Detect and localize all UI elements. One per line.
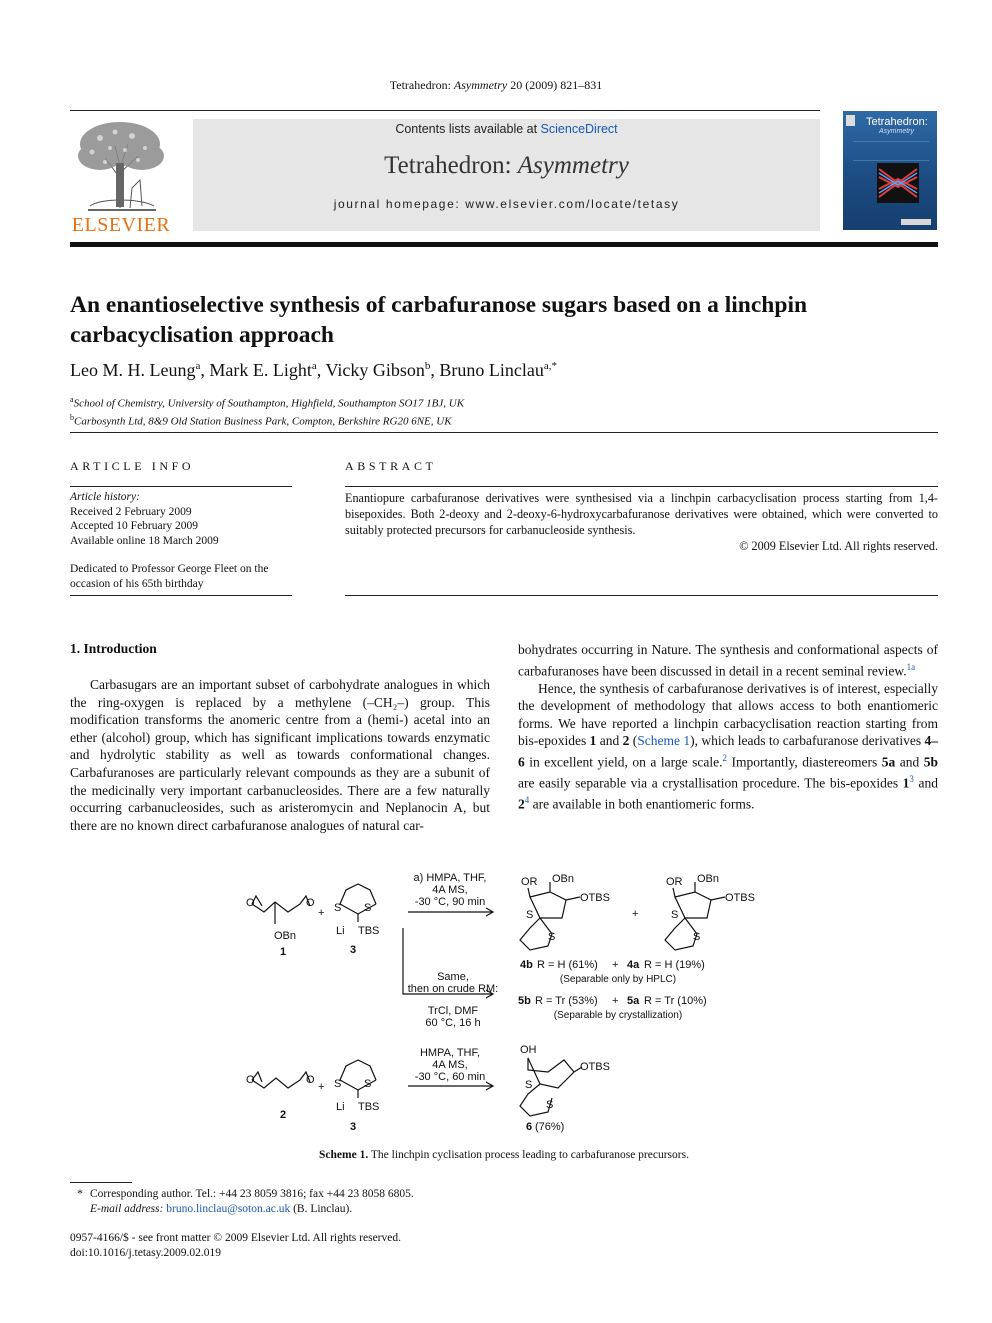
sulfur-label: S	[693, 931, 701, 943]
sulfur-label: S	[671, 909, 679, 921]
cmpd-ref: 1	[902, 775, 910, 791]
scheme-1-figure	[230, 862, 790, 1147]
cmpd-ref: 5b	[923, 754, 938, 770]
doi-line[interactable]: doi:10.1016/j.tetasy.2009.02.019	[70, 1246, 221, 1259]
epoxide-o-label: O	[306, 1074, 315, 1086]
plus-sign: +	[318, 1081, 325, 1093]
sulfur-label: S	[548, 931, 556, 943]
journal-title-italic: Asymmetry	[517, 152, 629, 179]
ref-link[interactable]: 3	[909, 774, 914, 785]
or-label: OR	[666, 876, 683, 888]
para-text: are available in both enantiomeric forms.	[529, 796, 755, 812]
para-text: in excellent yield, on a large scale.	[524, 754, 723, 770]
para-text: Hence, the synthesis of carbafuranose derivatives is of interest, especially the development of methodology that allows access to both enantiomeric forms. We have reported a linchpin carbacyclisation reaction starting from bis-epoxides	[518, 680, 938, 749]
sulfur-label: S	[525, 1079, 533, 1091]
citation-journal: Tetrahedron:	[389, 78, 454, 92]
affil-text: School of Chemistry, University of Southampton, Highfield, Southampton SO17 1BJ, UK	[73, 397, 465, 410]
yield-5b: R = Tr (53%)	[535, 995, 598, 1007]
compound-3-label: 3	[350, 1121, 357, 1133]
sulfur-label: S	[334, 1078, 342, 1090]
affil-sup: b	[70, 413, 74, 423]
front-matter	[70, 1231, 770, 1260]
history-label: Article history:	[70, 491, 140, 503]
masthead-box	[193, 119, 820, 231]
para-text: and	[895, 754, 924, 770]
epoxide-o-label: O	[246, 1074, 255, 1086]
condition-c-line3: -30 °C, 60 min	[414, 1071, 486, 1083]
cover-subtitle: Asymmetry	[879, 128, 914, 135]
ref-link[interactable]: 1a	[906, 661, 916, 672]
contents-line	[193, 122, 820, 136]
otbs-label: OTBS	[580, 1061, 610, 1073]
author-affil-sup: b	[424, 360, 431, 372]
corresponding-author-note: * Corresponding author. Tel.: +44 23 8059 3816; fax +44 23 8058 6805. E-mail address: bruno.linclau@soton.ac.uk (B. Linclau).	[77, 1188, 414, 1215]
para-text: bohydrates occurring in Nature. The synthesis and conformational aspects of carbafuranoses have been discussed in detail in a recent seminal review.	[518, 642, 938, 679]
sciencedirect-link[interactable]: ScienceDirect	[540, 122, 618, 136]
tbs-label: TBS	[358, 1101, 380, 1113]
compound-1-label: 1	[280, 946, 287, 958]
oh-label: OH	[520, 1044, 537, 1056]
caption-text: The linchpin cyclisation process leading to carbafuranose precursors.	[370, 1149, 689, 1161]
obn-label: OBn	[697, 873, 720, 885]
author-name[interactable]: Bruno Linclau	[439, 360, 544, 380]
author-list: Leo M. H. Leung$^a$, Mark E. Light$^a$, Vicky Gibson$^b$, Bruno Linclau$^{a,*}$	[70, 360, 557, 380]
article-title: An enantioselective synthesis of carbafuranose sugars based on a linchpin carbacyclisation approach	[70, 292, 808, 348]
condition-c-line2: 4A MS,	[432, 1059, 468, 1071]
separation-note-hplc: (Separable only by HPLC)	[559, 974, 677, 985]
yield-4a: R = H (19%)	[644, 959, 705, 971]
author-name[interactable]: Vicky Gibson	[325, 360, 425, 380]
obn-label: OBn	[274, 930, 297, 942]
journal-title-plain: Tetrahedron:	[384, 152, 518, 179]
affiliation-b	[70, 411, 464, 429]
intro-right-para2	[518, 680, 938, 814]
author-affil-sup: a	[311, 360, 317, 372]
scheme-caption	[0, 1149, 992, 1161]
cmpd-ref: 2	[622, 733, 630, 749]
para-text: and	[596, 733, 623, 749]
online-date: Available online 18 March 2009	[70, 534, 219, 547]
plus-sign: +	[612, 959, 619, 971]
yield-5a: R = Tr (10%)	[644, 995, 707, 1007]
condition-a-line1: a) HMPA, THF,	[413, 872, 487, 884]
condition-b-line3: TrCl, DMF	[427, 1005, 479, 1017]
ref-link[interactable]: 4	[524, 795, 530, 806]
contents-prefix: Contents lists available at	[395, 122, 541, 136]
ref-link[interactable]: 2	[722, 753, 727, 764]
condition-c-line1: HMPA, THF,	[419, 1047, 481, 1059]
received-date: Received 2 February 2009	[70, 505, 192, 518]
yield-6: (76%)	[535, 1121, 565, 1133]
condition-b-line2: then on crude RM:	[407, 983, 499, 995]
plus-sign: +	[318, 907, 325, 919]
email-suffix: (B. Linclau).	[293, 1202, 353, 1215]
li-label: Li	[336, 925, 345, 937]
cover-title: Tetrahedron:	[866, 116, 928, 128]
cmpd-ref: 2	[518, 796, 525, 812]
publisher-name: ELSEVIER	[71, 214, 171, 236]
intro-right-para1	[518, 641, 938, 680]
cmpd-ref: 4–6	[518, 733, 938, 770]
compound-3-label: 3	[350, 944, 357, 956]
cover-badge-icon	[846, 115, 855, 126]
journal-citation	[0, 78, 992, 93]
otbs-label: OTBS	[725, 892, 755, 904]
para-text: Importantly, diastereomers	[726, 754, 882, 770]
email-link[interactable]: bruno.linclau@soton.ac.uk	[166, 1202, 291, 1215]
journal-title	[193, 152, 820, 180]
sulfur-label: S	[334, 902, 342, 914]
para-text: and	[913, 775, 938, 791]
intro-left-paragraph: Carbasugars are an important subset of carbohydrate analogues in which the ring-oxygen is replaced by a methylene (–CH₂–) group. This modification transforms the anomeric centre from a (hemi-) acetal into an ether (alcohol) group, which has significant implications towards enzymatic and hydrolytic stability as well as towards conformational changes. Carbafuranoses are particularly relevant compounds as they are a subunit of the medicinally very important carbanucleosides. There are a few naturally occurring carbanucleosides, such as aristeromycin and Neplanocin A, but there are no known direct carbafuranose analogues of natural car-	[70, 677, 490, 833]
article-history	[70, 490, 295, 548]
para-text: ), which leads to carbafuranose derivatives	[690, 733, 925, 749]
journal-homepage[interactable]: journal homepage: www.elsevier.com/locate/tetasy	[333, 197, 680, 211]
plus-sign: +	[632, 908, 639, 920]
abstract-copyright: © 2009 Elsevier Ltd. All rights reserved.	[739, 539, 938, 553]
para-text: (	[629, 733, 638, 749]
cmpd-ref: 1	[589, 733, 597, 749]
issn-line: 0957-4166/$ - see front matter © 2009 Elsevier Ltd. All rights reserved.	[70, 1232, 401, 1244]
elsevier-tree-icon	[70, 118, 172, 214]
affiliation-a	[70, 393, 464, 411]
affiliations	[70, 393, 464, 429]
author-affil-sup: a,*	[543, 360, 557, 372]
article-info-heading: ARTICLE INFO	[70, 459, 195, 473]
compound-5a-label: 5a	[627, 995, 640, 1007]
compound-6-label: 6	[526, 1121, 533, 1133]
plus-sign: +	[612, 995, 619, 1007]
section-heading: 1. Introduction	[70, 641, 157, 656]
email-label: E-mail address:	[90, 1202, 164, 1215]
yield-4b: R = H (61%)	[537, 959, 598, 971]
condition-a-line2: 4A MS,	[432, 884, 468, 896]
author-affil-sup: a	[195, 360, 201, 372]
sulfur-label: S	[364, 902, 372, 914]
sulfur-label: S	[526, 909, 534, 921]
affil-sup: a	[70, 395, 74, 404]
citation-rest: 20 (2009) 821–831	[507, 78, 603, 92]
scheme-link[interactable]: Scheme 1	[637, 733, 691, 749]
affil-text: Carbosynth Ltd, 8&9 Old Station Business Park, Compton, Berkshire RG20 6NE, UK	[74, 415, 452, 428]
compound-2-label: 2	[280, 1109, 287, 1121]
dedication: Dedicated to Professor George Fleet on the occasion of his 65th birthday	[70, 563, 269, 590]
intro-right-column	[518, 641, 938, 813]
condition-b-line4: 60 °C, 16 h	[425, 1017, 481, 1029]
abstract-heading: ABSTRACT	[345, 459, 437, 473]
author-name[interactable]: Leo M. H. Leung	[70, 360, 196, 380]
or-label: OR	[521, 876, 538, 888]
accepted-date: Accepted 10 February 2009	[70, 520, 199, 532]
separation-note-crystal: (Separable by crystallization)	[553, 1010, 683, 1021]
compound-4a-label: 4a	[627, 959, 640, 971]
author-name[interactable]: Mark E. Light	[209, 360, 312, 380]
condition-b-line1: Same,	[437, 971, 469, 983]
abstract-text: Enantiopure carbafuranose derivatives were synthesised via a linchpin carbacyclisation process starting from 1,4-bisepoxides. Both 2-deoxy and 2-deoxy-6-hydroxycarbafuranose derivatives were obtained, which were converted to suitably protected precursors for carbanucleoside synthesis.	[345, 491, 938, 537]
caption-label: Scheme 1.	[319, 1149, 369, 1161]
cmpd-ref: 5a	[881, 754, 896, 770]
epoxide-o-label: O	[246, 897, 255, 909]
citation-journal-italic: Asymmetry	[453, 78, 508, 92]
corr-text: Corresponding author. Tel.: +44 23 8059 3816; fax +44 23 8058 6805.	[90, 1188, 414, 1200]
li-label: Li	[336, 1101, 345, 1113]
otbs-label: OTBS	[580, 892, 610, 904]
condition-a-line3: -30 °C, 90 min	[414, 896, 486, 908]
tbs-label: TBS	[358, 925, 380, 937]
compound-5b-label: 5b	[518, 995, 531, 1007]
journal-cover[interactable]	[843, 111, 937, 230]
obn-label: OBn	[552, 873, 575, 885]
cover-art-icon	[877, 163, 919, 203]
epoxide-o-label: O	[306, 897, 315, 909]
sulfur-label: S	[546, 1099, 554, 1111]
para-text: are easily separable via a crystallisation procedure. The bis-epoxides	[518, 775, 903, 791]
sulfur-label: S	[364, 1078, 372, 1090]
elsevier-logo[interactable]	[70, 118, 172, 236]
compound-4b-label: 4b	[520, 959, 533, 971]
